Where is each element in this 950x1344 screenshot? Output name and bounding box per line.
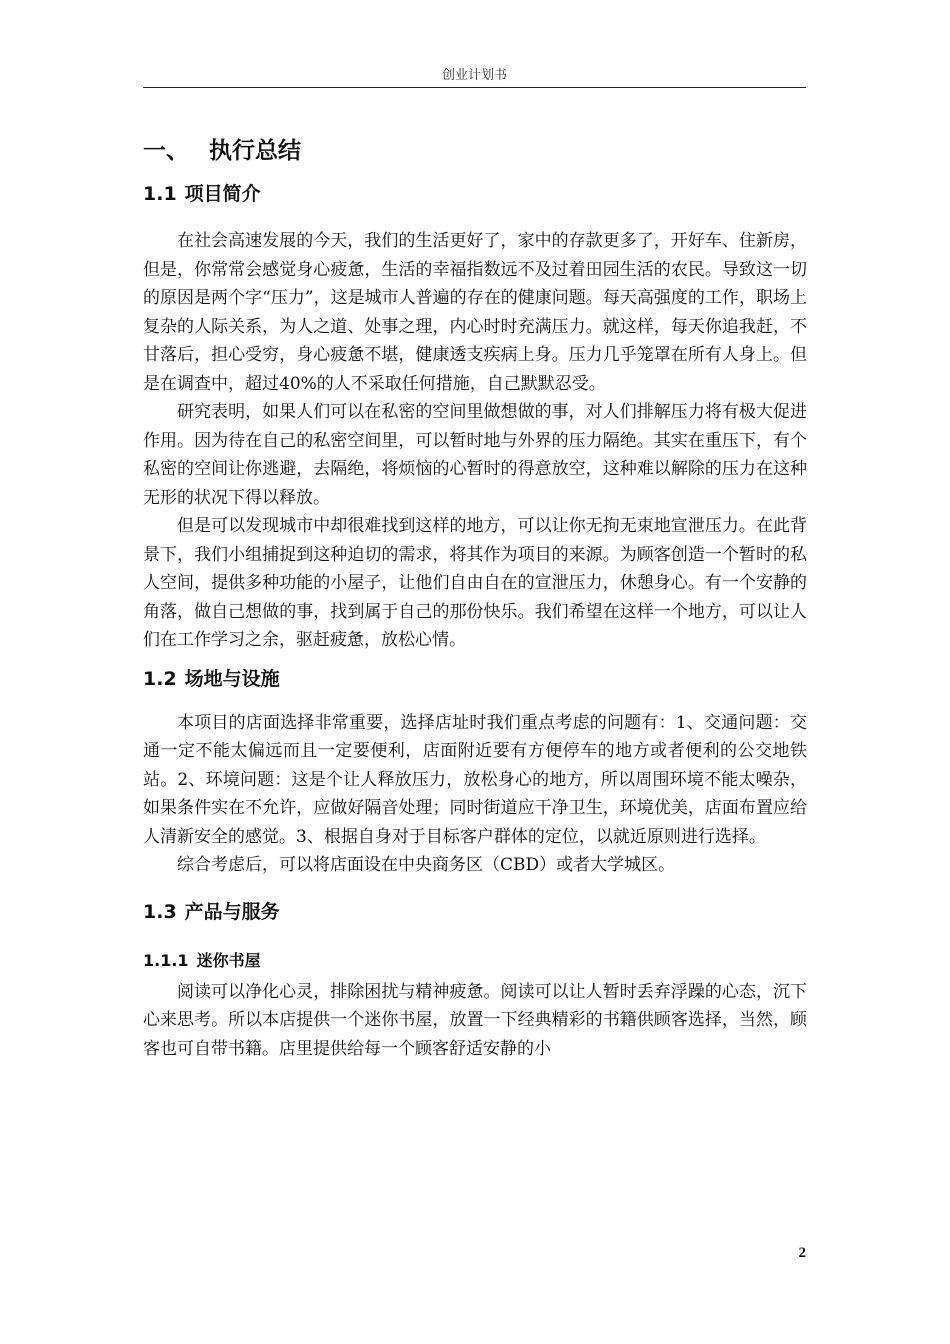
section-heading-1-2 [143, 659, 807, 699]
section-number: 1.1.1 [143, 950, 189, 970]
section-number: 1.3 [143, 900, 177, 923]
paragraph: 研究表明，如果人们可以在私密的空间里做想做的事，对人们排解压力将有极大促进作用。因为待在自己的私密空间里，可以暂时地与外界的压力隔绝。其实在重压下，有个私密的空间让你逃避，去隔绝，将烦恼的心暂时的得意放空，这种难以解除的压力在这种无形的状况下得以释放。 [143, 402, 807, 508]
paragraph: 综合考虑后，可以将店面设在中央商务区（CBD）或者大学城区。 [177, 855, 676, 875]
section-number: 1.2 [143, 667, 177, 690]
section-title: 迷你书屋 [196, 950, 261, 970]
section-title: 执行总结 [209, 138, 301, 164]
page-header: 创业计划书 [441, 68, 507, 83]
document-body [143, 128, 807, 1063]
section-number: 1.1 [143, 183, 177, 205]
paragraph: 在社会高速发展的今天，我们的生活更好了，家中的存款更多了，开好车、住新房，但是，你常常会感觉身心疲惫，生活的幸福指数远不及过着田园生活的农民。导致这一切的原因是两个字“压力”，这是城市人普遍的存在的健康问题。每天高强度的工作，职场上复杂的人际关系，为人之道、处事之理，内心时时充满压力。就这样，每天你追我赶，不甘落后，担心受穷，身心疲惫不堪，健康透支疾病上身。压力几乎笼罩在所有人身上。但是在调查中，超过40%的人不采取任何措施，自己默默忍受。 [143, 231, 807, 394]
section-title: 场地与设施 [184, 667, 280, 690]
subsection-heading-1-1-1 [143, 944, 807, 978]
section-heading-1-3 [143, 892, 807, 932]
page-number: 2 [798, 1245, 806, 1261]
header-divider [143, 87, 806, 88]
section-number: 一、 [143, 138, 189, 164]
paragraph: 但是可以发现城市中却很难找到这样的地方，可以让你无拘无束地宣泄压力。在此背景下，我们小组捕捉到这种迫切的需求，将其作为项目的来源。为顾客创造一个暂时的私人空间，提供多种功能的小屋子，让他们自由自在的宣泄压力，休憩身心。有一个安静的角落，做自己想做的事，找到属于自己的那份快乐。我们希望在这样一个地方，可以让人们在工作学习之余，驱赶疲惫，放松心情。 [143, 516, 807, 650]
section-title: 产品与服务 [184, 900, 280, 923]
section-title: 项目简介 [184, 183, 261, 205]
paragraph: 阅读可以净化心灵，排除困扰与精神疲惫。阅读可以让人暂时丢弃浮躁的心态，沉下心来思考。所以本店提供一个迷你书屋，放置一下经典精彩的书籍供顾客选择，当然，顾客也可自带书籍。店里提供给每一个顾客舒适安静的小 [143, 981, 807, 1059]
paragraph: 本项目的店面选择非常重要，选择店址时我们重点考虑的问题有：1、交通问题：交通一定不能太偏远而且一定要便利，店面附近要有方便停车的地方或者便利的公交地铁站。2、环境问题：这是个让人释放压力，放松身心的地方，所以周围环境不能太噪杂，如果条件实在不允许，应做好隔音处理；同时街道应干净卫生，环境优美，店面布置应给人清新安全的感觉。3、根据自身对于目标客户群体的定位，以就近原则进行选择。 [143, 712, 807, 847]
section-heading-1 [143, 128, 807, 174]
section-heading-1-1 [143, 174, 807, 214]
